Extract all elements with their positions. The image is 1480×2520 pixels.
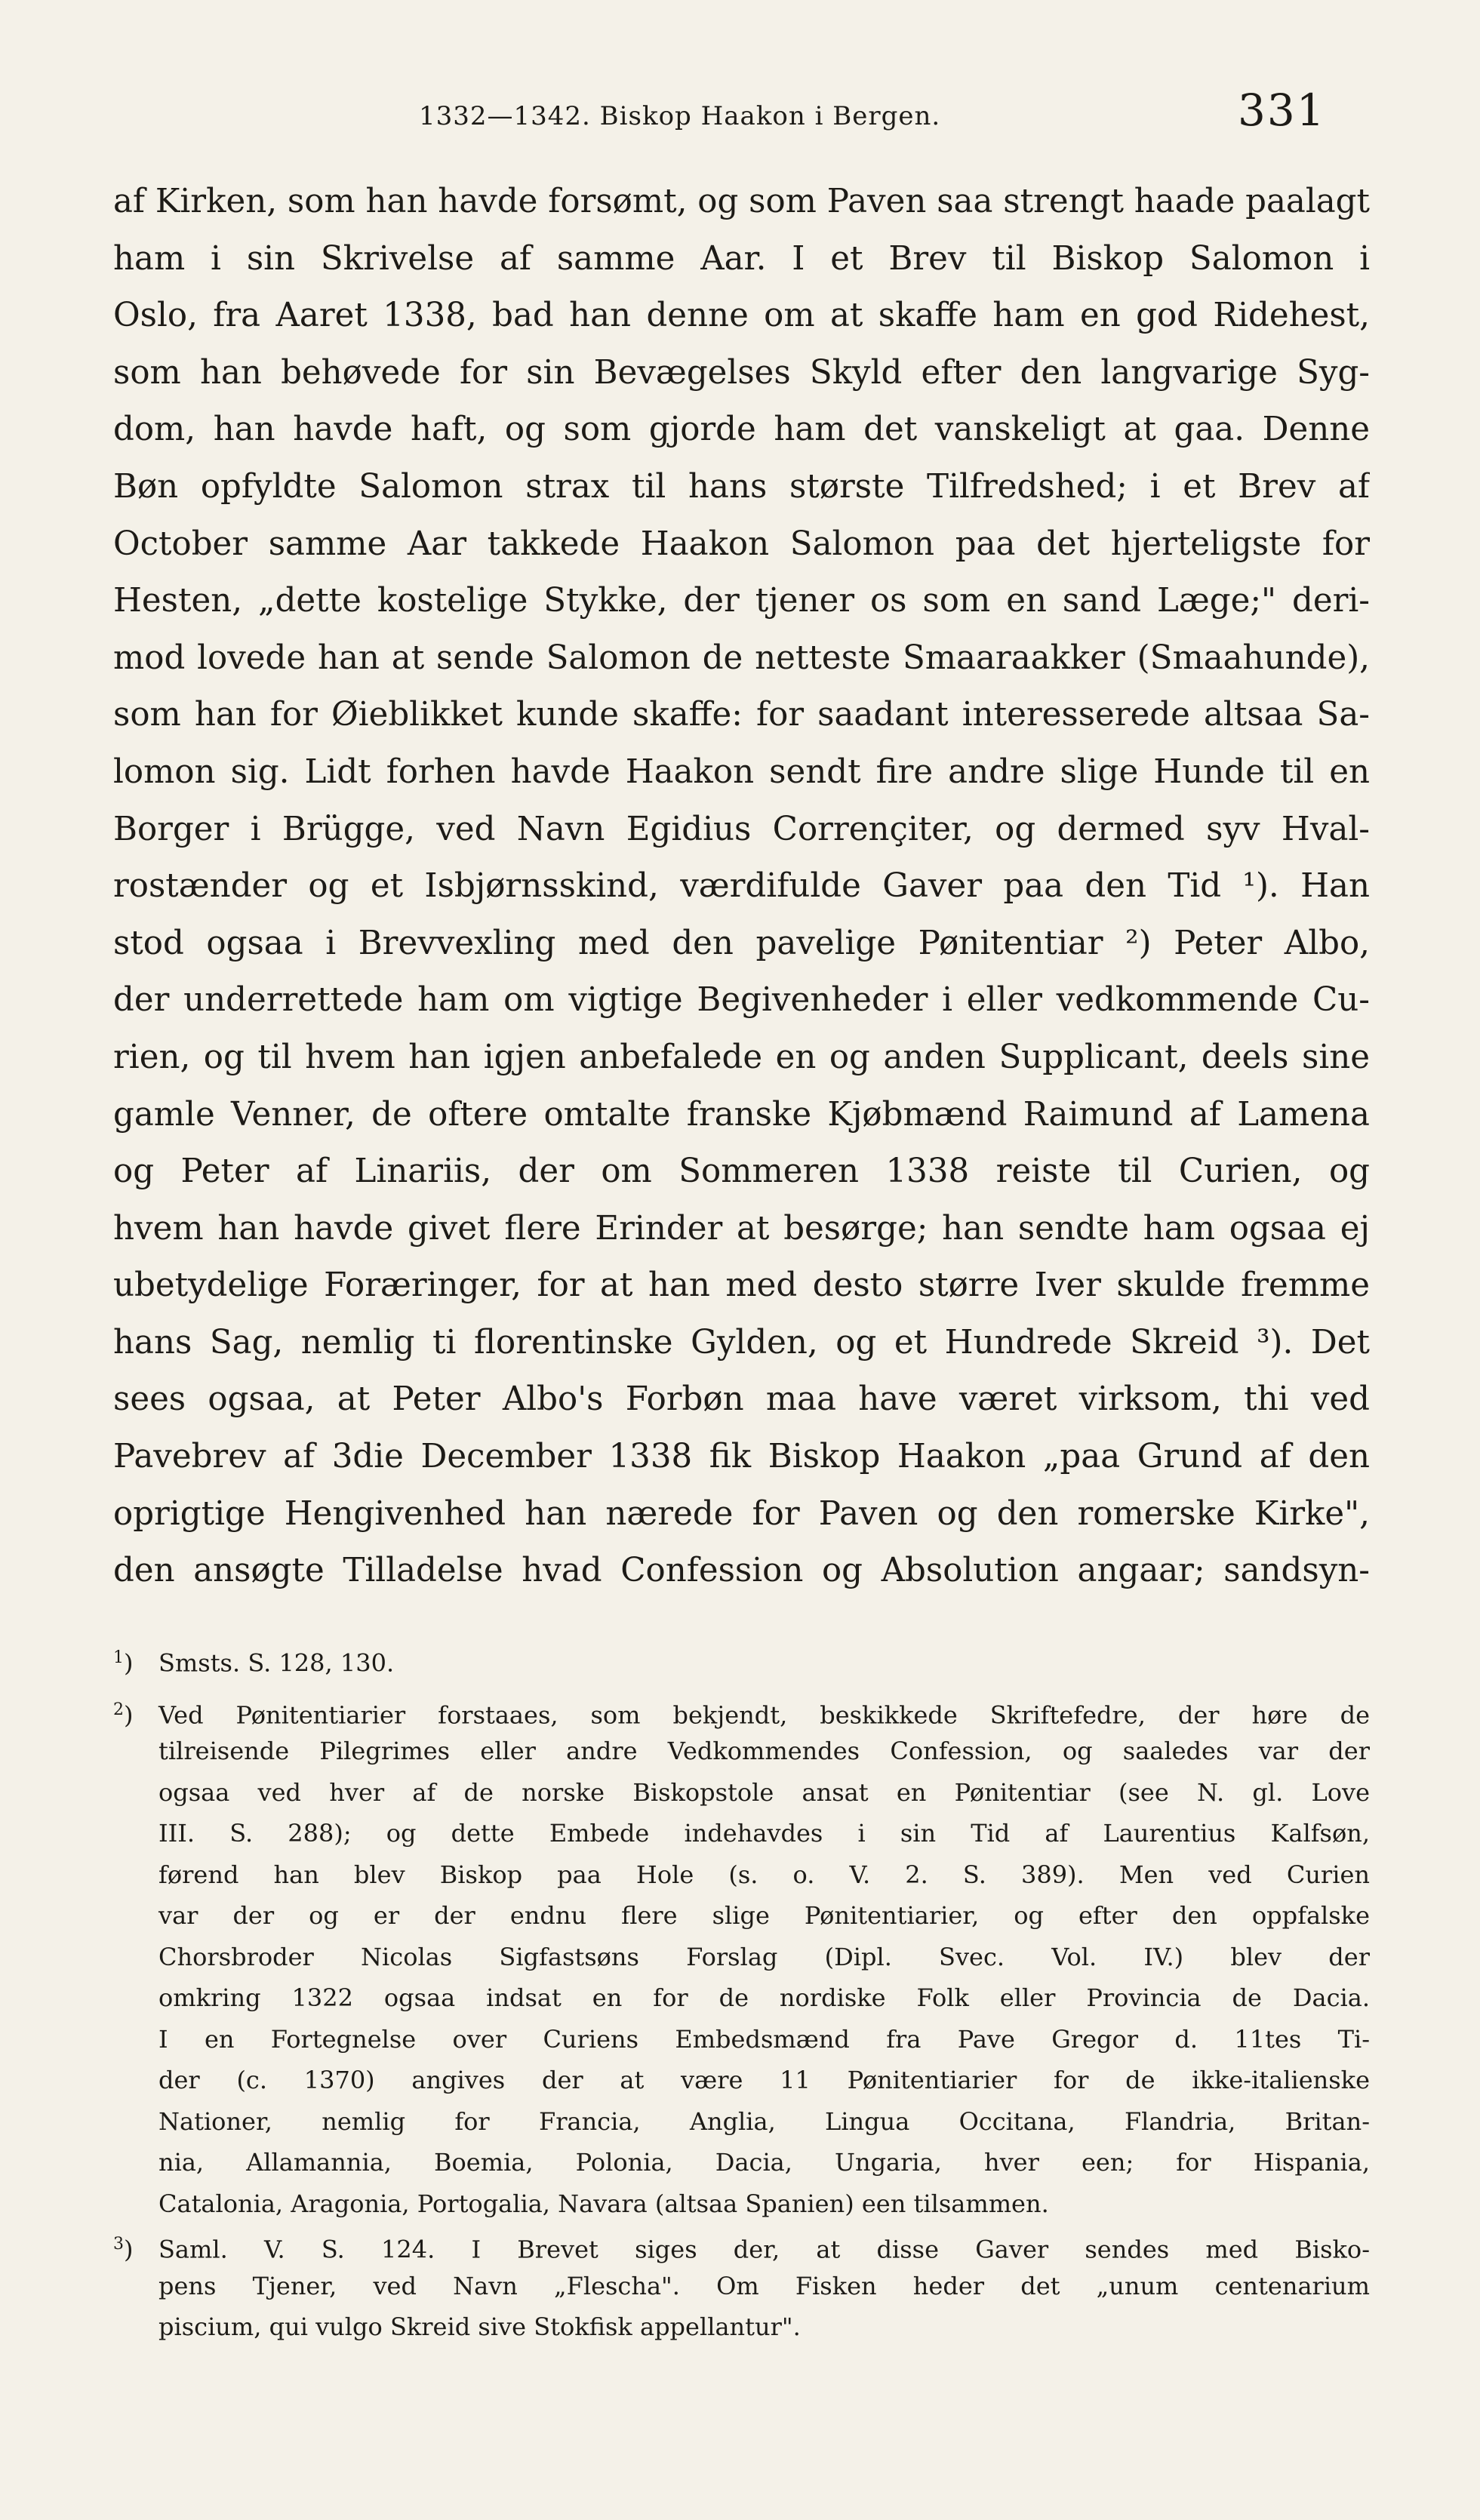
text-line: og Peter af Linariis, der om Sommeren 1338 reiste til Curien, og <box>113 1152 1370 1191</box>
text-line: dom, han havde haft, og som gjorde ham det vanskeligt at gaa. Denne <box>113 411 1370 449</box>
footnote-mark: $^1$) <box>113 1648 134 1678</box>
footnote-text: Smsts. S. 128, 130. <box>158 1648 395 1678</box>
footnote-line: omkring 1322 ogsaa indsat en for de nordiske Folk eller Provincia de Dacia. <box>158 1983 1370 2012</box>
page-number: 331 <box>1238 85 1326 136</box>
footnote-2 <box>113 1690 1370 1731</box>
text-line: hvem han havde givet flere Erinder at besørge; han sendte ham ogsaa ej <box>113 1209 1370 1248</box>
text-line: Oslo, fra Aaret 1338, bad han denne om at skaffe ham en god Ridehest, <box>113 297 1370 335</box>
footnote-line: pens Tjener, ved Navn „Flescha". Om Fisken heder det „unum centenarium <box>158 2271 1370 2300</box>
text-line: som han for Øieblikket kunde skaffe: for saadant interesserede altsaa Sa- <box>113 696 1370 734</box>
footnote-text: Saml. V. S. 124. I Brevet siges der, at disse Gaver sendes med Bisko- <box>158 2235 1370 2264</box>
text-line: Borger i Brügge, ved Navn Egidius Corrençiter, og dermed syv Hval- <box>113 810 1370 848</box>
text-line: hans Sag, nemlig ti florentinske Gylden, og et Hundrede Skreid ³). Det <box>113 1323 1370 1362</box>
footnote-line: Nationer, nemlig for Francia, Anglia, Lingua Occitana, Flandria, Britan- <box>158 2106 1370 2136</box>
text-line: oprigtige Hengivenhed han nærede for Paven og den romerske Kirke", <box>113 1494 1370 1533</box>
body-text <box>113 174 1370 1600</box>
footnote-3 <box>113 2224 1370 2266</box>
footnote-line: Catalonia, Aragonia, Portogalia, Navara (altsaa Spanien) een tilsammen. <box>158 2189 1049 2218</box>
running-title: 1332—1342. Biskop Haakon i Bergen. <box>419 101 941 131</box>
footnote-text: Ved Pønitentiarier forstaaes, som bekjendt, beskikkede Skriftefedre, der høre de <box>158 1700 1370 1730</box>
text-line: ham i sin Skrivelse af samme Aar. I et Brev til Biskop Salomon i <box>113 239 1370 278</box>
text-line: October samme Aar takkede Haakon Salomon paa det hjerteligste for <box>113 525 1370 563</box>
text-line: af Kirken, som han havde forsømt, og som Paven saa strengt haade paalagt <box>113 183 1370 220</box>
footnote-line: førend han blev Biskop paa Hole (s. o. V. 2. S. 389). Men ved Curien <box>158 1860 1370 1889</box>
footnote-line: ogsaa ved hver af de norske Biskopstole ansat en Pønitentiar (see N. gl. Love <box>158 1777 1370 1807</box>
footnote-line: I en Fortegnelse over Curiens Embedsmænd fra Pave Gregor d. 11tes Ti- <box>158 2024 1370 2054</box>
footnote-line: III. S. 288); og dette Embede indehavdes i sin Tid af Laurentius Kalfsøn, <box>158 1819 1370 1848</box>
text-line: lomon sig. Lidt forhen havde Haakon sendt fire andre slige Hunde til en <box>113 752 1370 791</box>
text-line: stod ogsaa i Brevvexling med den pavelige Pønitentiar ²) Peter Albo, <box>113 924 1370 962</box>
footnote-line: der (c. 1370) angives der at være 11 Pønitentiarier for de ikke-italienske <box>158 2066 1370 2094</box>
text-line: som han behøvede for sin Bevægelses Skyld efter den langvarige Syg- <box>113 353 1370 392</box>
footnote-line: Chorsbroder Nicolas Sigfastsøns Forslag (Dipl. Svec. Vol. IV.) blev der <box>158 1942 1370 1971</box>
footnote-mark: $^2$) <box>113 1700 134 1730</box>
running-head <box>0 85 1480 152</box>
text-line: Pavebrev af 3die December 1338 fik Biskop Haakon „paa Grund af den <box>113 1438 1370 1476</box>
text-line: Bøn opfyldte Salomon strax til hans største Tilfredshed; i et Brev af <box>113 467 1370 506</box>
footnote-line: nia, Allamannia, Boemia, Polonia, Dacia, Ungaria, hver een; for Hispania, <box>158 2148 1370 2177</box>
text-line: Hesten, „dette kostelige Stykke, der tjener os som en sand Læge;" deri- <box>113 582 1370 620</box>
text-line: rostænder og et Isbjørnsskind, værdifulde Gaver paa den Tid ¹). Han <box>113 867 1370 906</box>
text-line: der underrettede ham om vigtige Begivenheder i eller vedkommende Cu- <box>113 981 1370 1020</box>
footnote-1 <box>113 1638 1370 1679</box>
text-line: mod lovede han at sende Salomon de netteste Smaaraakker (Smaahunde), <box>113 638 1370 677</box>
text-line: gamle Venner, de oftere omtalte franske Kjøbmænd Raimund af Lamena <box>113 1095 1370 1134</box>
footnote-line: piscium, qui vulgo Skreid sive Stokfisk appellantur". <box>158 2312 801 2341</box>
text-line: rien, og til hvem han igjen anbefalede en og anden Supplicant, deels sine <box>113 1038 1370 1076</box>
footnote-line: tilreisende Pilegrimes eller andre Vedkommendes Confession, og saaledes var der <box>158 1737 1370 1765</box>
text-line: ubetydelige Foræringer, for at han med desto større Iver skulde fremme <box>113 1266 1370 1305</box>
text-line: sees ogsaa, at Peter Albo's Forbøn maa have været virksom, thi ved <box>113 1380 1370 1419</box>
footnote-mark: $^3$) <box>113 2235 134 2264</box>
text-line: den ansøgte Tilladelse hvad Confession og Absolution angaar; sandsyn- <box>113 1552 1370 1590</box>
footnote-line: var der og er der endnu flere slige Pønitentiarier, og efter den oppfalske <box>158 1901 1370 1930</box>
footnotes <box>113 1638 1370 2348</box>
